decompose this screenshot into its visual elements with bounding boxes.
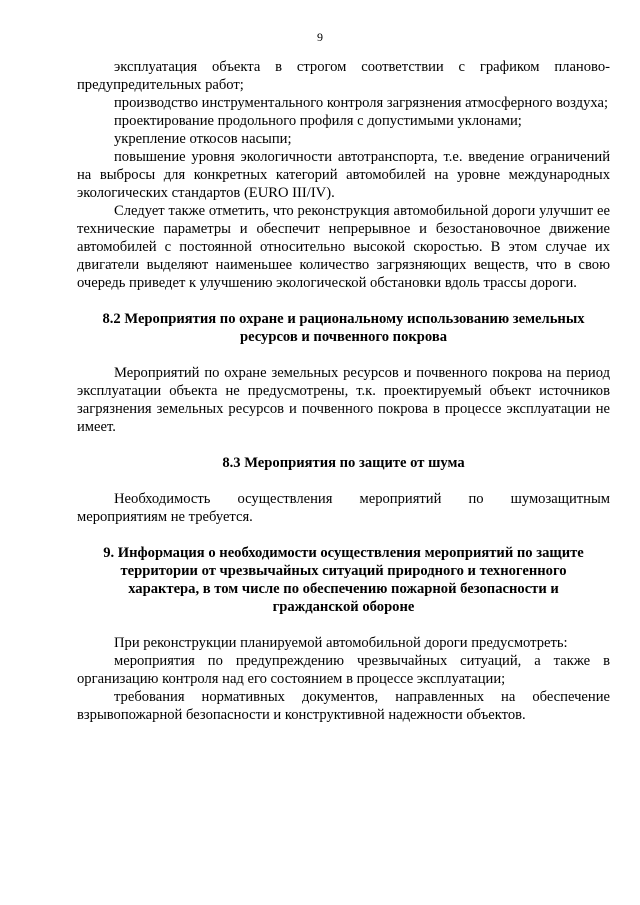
section-9-heading — [77, 544, 610, 616]
list-item-fire-safety: требования нормативных документов, направленных на обеспечение взрывопожарной безопасности и конструктивной надежности объектов. — [77, 689, 610, 723]
list-item-longitudinal-profile: проектирование продольного профиля с допустимыми уклонами; — [114, 113, 522, 129]
section-8-2-heading — [77, 310, 610, 346]
section-9-heading-line: территории от чрезвычайных ситуаций природного и техногенного — [120, 563, 567, 579]
page-number: 9 — [317, 30, 323, 44]
list-item-emergency-prevention: мероприятия по предупреждению чрезвычайных ситуаций, а также в организацию контроля над его состоянием в процессе эксплуатации; — [77, 653, 610, 687]
section-9-intro: При реконструкции планируемой автомобильной дороги предусмотреть: — [114, 635, 568, 651]
section-8-2-heading-line: 8.2 Мероприятия по охране и рациональному использованию земельных — [102, 311, 585, 327]
conclusion-paragraph: Следует также отметить, что реконструкция автомобильной дороги улучшит ее технические параметры и обеспечит непрерывное и безостановочное движение автомобилей с постоянной относительно высокой скоростью. В этом случае их двигатели выделяют наименьшее количество загрязняющих веществ, что в свою очередь приведет к улучшению экологической обстановки вдоль трассы дороги. — [77, 203, 610, 291]
section-9-heading-line: 9. Информация о необходимости осуществления мероприятий по защите — [103, 545, 584, 561]
section-9-heading-line: характера, в том числе по обеспечению пожарной безопасности и — [128, 581, 559, 597]
section-8-2-paragraph: Мероприятий по охране земельных ресурсов и почвенного покрова на период эксплуатации объекта не предусмотрены, т.к. проектируемый объект источников загрязнения земельных ресурсов и почвенного покрова в процессе эксплуатации не имеет. — [77, 365, 610, 435]
page-body — [77, 58, 610, 724]
list-item-eco-standards: повышение уровня экологичности автотранспорта, т.е. введение ограничений на выбросы для конкретных категорий автомобилей на уровне международных экологических стандартов (EURO III/IV). — [77, 149, 610, 201]
list-item-air-monitoring: производство инструментального контроля загрязнения атмосферного воздуха; — [114, 95, 609, 111]
section-8-3-paragraph: Необходимость осуществления мероприятий по шумозащитным мероприятиям не требуется. — [77, 491, 610, 525]
section-8-3-heading: 8.3 Мероприятия по защите от шума — [222, 455, 465, 471]
list-item-slope-reinforcement: укрепление откосов насыпи; — [114, 131, 292, 147]
section-8-2-heading-line: ресурсов и почвенного покрова — [239, 329, 448, 345]
section-9-heading-line: гражданской обороне — [272, 599, 415, 615]
list-item-maintenance: эксплуатация объекта в строгом соответствии с графиком планово-предупредительных работ; — [77, 59, 610, 93]
